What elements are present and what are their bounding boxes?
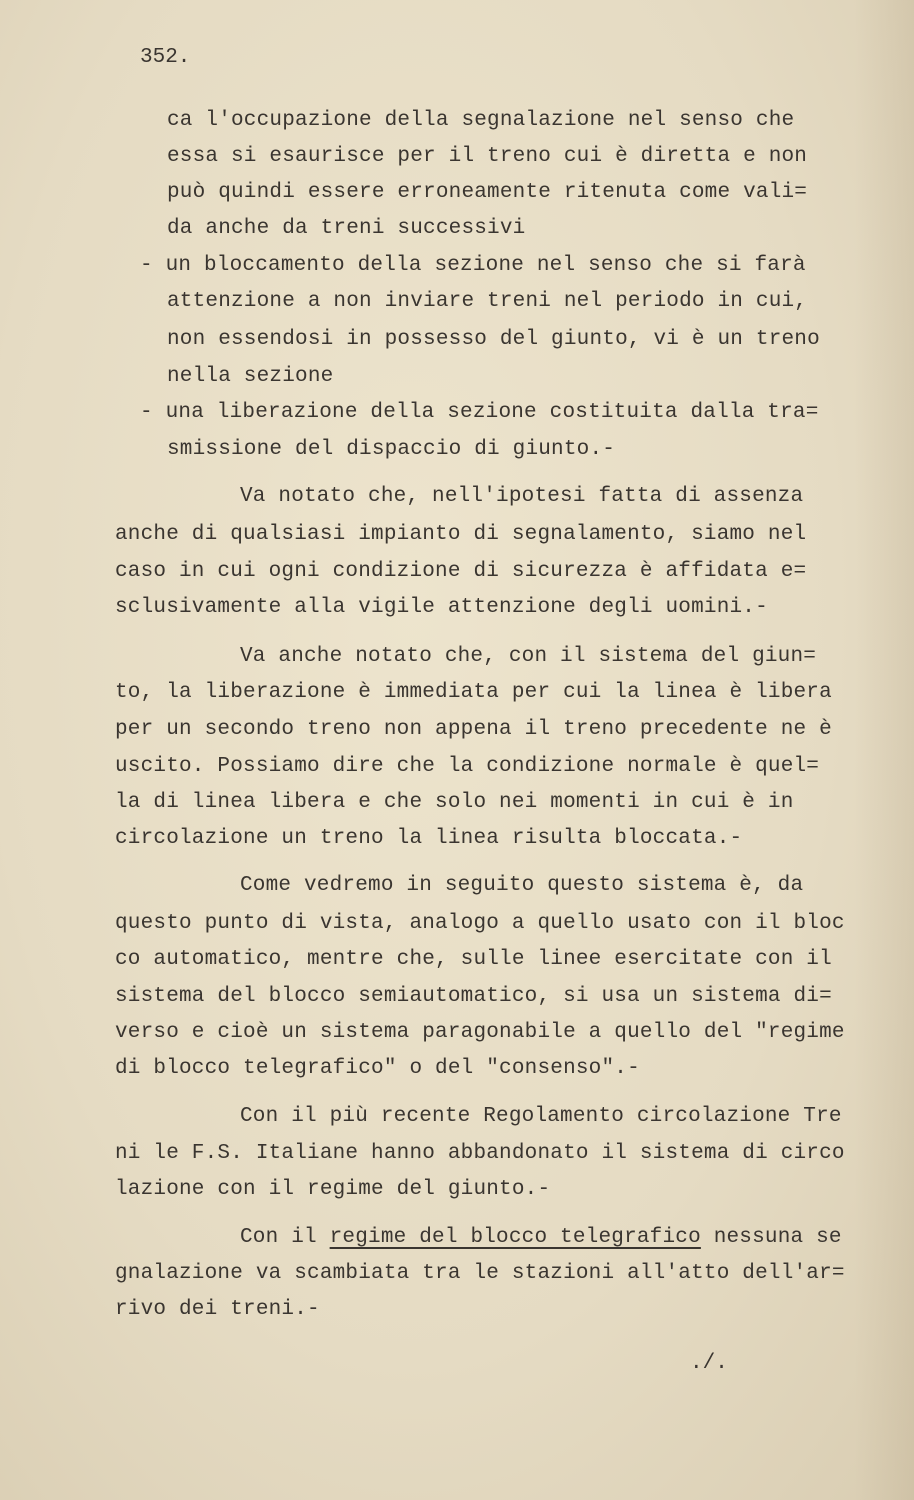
bullet-line: - un bloccamento della sezione nel senso che si farà: [140, 254, 806, 277]
text-line: la di linea libera e che solo nei momenti in cui è in: [115, 791, 794, 814]
text-line: ca l'occupazione della segnalazione nel senso che: [167, 109, 795, 132]
text-line: gnalazione va scambiata tra le stazioni all'atto dell'ar=: [115, 1262, 845, 1285]
text-line: essa si esaurisce per il treno cui è diretta e non: [167, 145, 808, 168]
continuation-mark: ./.: [690, 1352, 728, 1375]
paragraph-first-line: Va anche notato che, con il sistema del giun=: [240, 645, 817, 668]
text-line: sistema del blocco semiautomatico, si usa un sistema di=: [115, 985, 832, 1008]
page-number: 352.: [140, 46, 191, 69]
text-line: anche di qualsiasi impianto di segnalamento, siamo nel: [115, 523, 807, 546]
page-edge-shading: [854, 0, 914, 1500]
text-line: questo punto di vista, analogo a quello usato con il bloc: [115, 912, 845, 935]
text-line: da anche da treni successivi: [167, 217, 526, 240]
paragraph-first-line: [240, 1227, 842, 1248]
text-line: nella sezione: [167, 365, 334, 388]
text-line: sclusivamente alla vigile attenzione degli uomini.-: [115, 596, 768, 619]
text-line: to, la liberazione è immediata per cui la linea è libera: [115, 681, 832, 704]
text-line: verso e cioè un sistema paragonabile a quello del "regime: [115, 1021, 845, 1044]
text-line: uscito. Possiamo dire che la condizione normale è quel=: [115, 755, 820, 778]
text-line: può quindi essere erroneamente ritenuta come vali=: [167, 181, 808, 204]
text-line: smissione del dispaccio di giunto.-: [167, 438, 616, 461]
text-line: co automatico, mentre che, sulle linee esercitate con il: [115, 948, 832, 971]
paragraph-first-line: Va notato che, nell'ipotesi fatta di assenza: [240, 485, 804, 508]
text-line: caso in cui ogni condizione di sicurezza è affidata e=: [115, 560, 807, 583]
text-line: rivo dei treni.-: [115, 1298, 320, 1321]
text-segment: Con il: [240, 1226, 330, 1249]
paragraph-first-line: Con il più recente Regolamento circolazione Tre: [240, 1105, 842, 1128]
text-line: di blocco telegrafico" o del "consenso".-: [115, 1057, 640, 1080]
paragraph-first-line: Come vedremo in seguito questo sistema è, da: [240, 874, 804, 897]
text-segment: nessuna se: [700, 1226, 842, 1249]
text-line: per un secondo treno non appena il treno precedente ne è: [115, 718, 832, 741]
underlined-term: regime del blocco telegrafico: [329, 1226, 701, 1249]
text-line: lazione con il regime del giunto.-: [115, 1178, 551, 1201]
text-line: circolazione un treno la linea risulta bloccata.-: [115, 827, 743, 850]
text-line: attenzione a non inviare treni nel periodo in cui,: [167, 290, 808, 313]
text-line: non essendosi in possesso del giunto, vi è un treno: [167, 328, 820, 351]
bullet-line: - una liberazione della sezione costituita dalla tra=: [140, 401, 819, 424]
text-line: ni le F.S. Italiane hanno abbandonato il sistema di circo: [115, 1142, 845, 1165]
